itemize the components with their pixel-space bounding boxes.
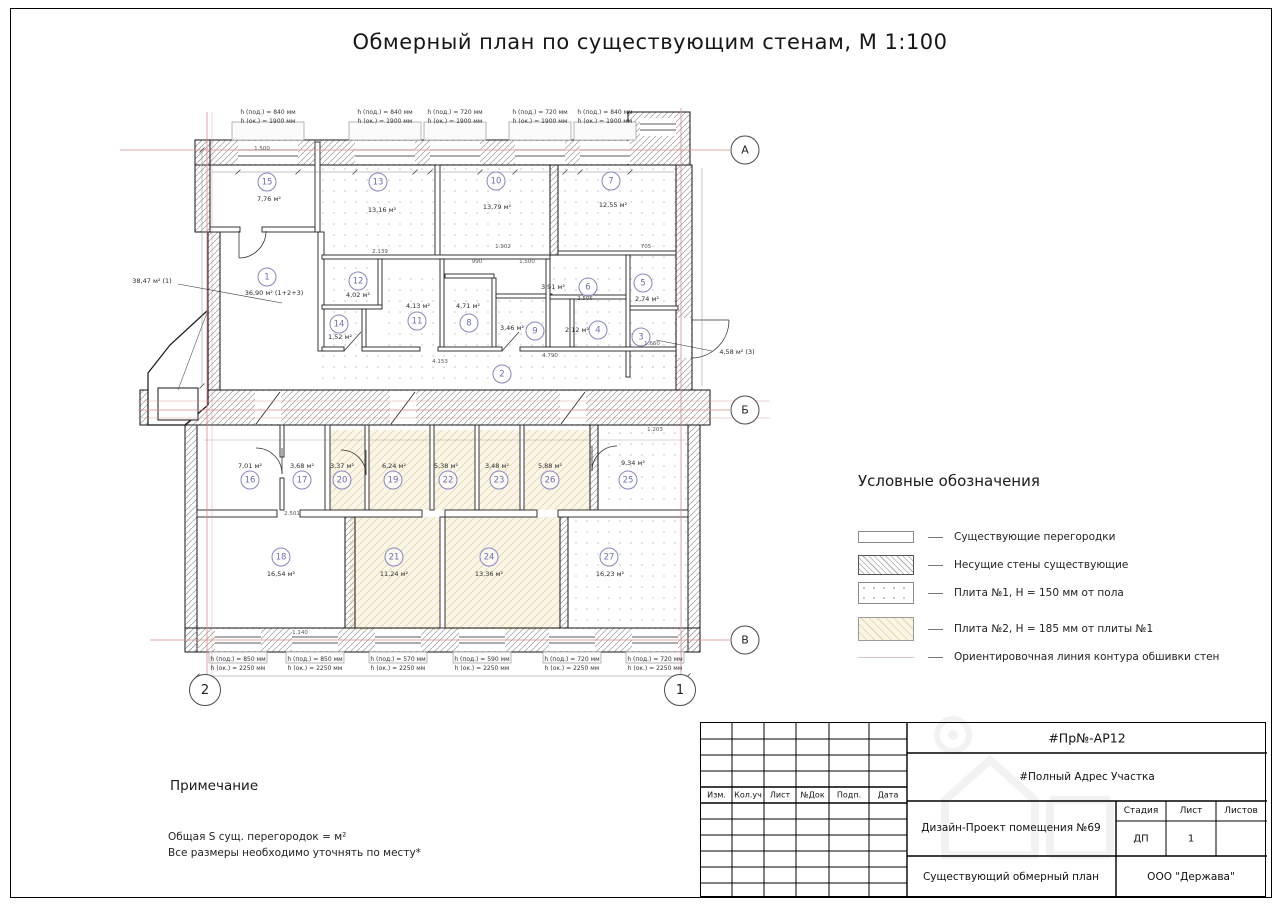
dimension-label: 1.902 xyxy=(495,244,511,250)
tb-col-header: Подп. xyxy=(836,790,862,800)
room-number-badge: 10 xyxy=(487,172,506,191)
dimension-label: 1.140 xyxy=(292,630,308,636)
tb-sheet-header: Лист xyxy=(1179,806,1203,816)
tb-col-header: Дата xyxy=(877,790,899,800)
window-height-label: h (под.) = 720 мм h (ок.) = 2250 мм xyxy=(627,656,683,673)
tb-stage-value: ДП xyxy=(1133,833,1149,845)
room-area-label: 2,12 м² xyxy=(564,326,590,334)
room-number-badge: 18 xyxy=(272,548,291,567)
window-height-label: h (под.) = 850 мм h (ок.) = 2250 мм xyxy=(210,656,266,673)
outside-area-label: 4,58 м² (3) xyxy=(719,348,755,356)
dimension-label: 1.500 xyxy=(254,146,270,152)
legend-swatch-bearing xyxy=(858,555,914,575)
tb-sheet-value: 1 xyxy=(1187,833,1195,845)
room-area-label: 2,74 м² xyxy=(634,295,660,303)
note-title: Примечание xyxy=(170,778,259,794)
dimension-label: 705 xyxy=(640,244,652,250)
tb-stage-header: Стадия xyxy=(1123,806,1159,816)
outside-area-label: 38,47 м² (1) xyxy=(132,277,172,285)
tb-company: ООО "Держава" xyxy=(1147,871,1235,883)
room-number-badge: 23 xyxy=(490,471,509,490)
room-area-label: 3,68 м² xyxy=(289,462,315,470)
room-number-badge: 26 xyxy=(541,471,560,490)
dimension-label: 1.500 xyxy=(519,259,535,265)
room-number-badge: 2 xyxy=(493,365,512,384)
tb-sheets-header: Листов xyxy=(1224,806,1258,816)
room-area-label: 4,13 м² xyxy=(405,302,431,310)
room-number-badge: 9 xyxy=(526,322,545,341)
legend-swatch-plate2 xyxy=(858,617,914,641)
legend-item xyxy=(858,531,1115,543)
room-area-label: 11,24 м² xyxy=(379,570,409,578)
room-number-badge: 11 xyxy=(408,312,427,331)
legend-item xyxy=(858,651,1219,663)
legend-item xyxy=(858,555,1128,575)
window-height-label: h (под.) = 720 мм h (ок.) = 2250 мм xyxy=(544,656,600,673)
room-number-badge: 8 xyxy=(460,314,479,333)
room-area-label: 7,01 м² xyxy=(237,462,263,470)
dimension-label: 4.153 xyxy=(432,359,448,365)
legend-item-label: Плита №1, Н = 150 мм от пола xyxy=(954,587,1124,599)
dimension-label: 1.660 xyxy=(644,341,660,347)
room-area-label: 7,76 м² xyxy=(256,195,282,203)
legend-dash xyxy=(928,629,943,630)
note-line-total-area: Общая S сущ. перегородок = м² xyxy=(168,831,347,843)
dimension-label: 4.790 xyxy=(542,353,558,359)
note-line-verify: Все размеры необходимо уточнять по месту* xyxy=(168,847,421,859)
dimension-label: 2.501 xyxy=(284,511,300,517)
legend-swatch-plate1 xyxy=(858,582,914,604)
room-number-badge: 19 xyxy=(384,471,403,490)
window-height-label: h (под.) = 840 мм h (ок.) = 1900 мм xyxy=(240,109,296,126)
room-number-badge: 3 xyxy=(632,328,651,347)
dimension-label: 2.139 xyxy=(372,249,388,255)
dimension-label: 990 xyxy=(471,259,483,265)
tb-project-name: Дизайн-Проект помещения №69 xyxy=(921,822,1101,834)
room-area-label: 4,71 м² xyxy=(455,302,481,310)
room-area-label: 36,90 м² (1+2+3) xyxy=(244,289,304,297)
axis-marker: 1 xyxy=(664,674,696,706)
legend-dash xyxy=(928,565,943,566)
legend-item-label: Плита №2, Н = 185 мм от плиты №1 xyxy=(954,623,1154,635)
room-area-label: 3,48 м² xyxy=(484,462,510,470)
room-number-badge: 12 xyxy=(349,272,368,291)
dimension-label: 1.203 xyxy=(647,427,663,433)
room-number-badge: 20 xyxy=(333,471,352,490)
tb-doc-code: #Пр№-АР12 xyxy=(1048,730,1126,746)
tb-col-header: Изм. xyxy=(707,790,726,800)
room-area-label: 1,52 м² xyxy=(327,333,353,341)
legend-dash xyxy=(928,537,943,538)
window-height-label: h (под.) = 840 мм h (ок.) = 1900 мм xyxy=(357,109,413,126)
legend-swatch-line xyxy=(858,657,914,658)
legend-title: Условные обозначения xyxy=(858,472,1040,490)
room-area-label: 16,23 м² xyxy=(595,570,625,578)
room-area-label: 9,34 м² xyxy=(620,459,646,467)
room-area-label: 4,02 м² xyxy=(345,291,371,299)
window-height-label: h (под.) = 720 мм h (ок.) = 1900 мм xyxy=(512,109,568,126)
room-area-label: 5,88 м² xyxy=(537,462,563,470)
room-number-badge: 4 xyxy=(589,321,608,340)
axis-marker: В xyxy=(731,626,760,655)
tb-col-header: Лист xyxy=(769,790,791,800)
room-number-badge: 16 xyxy=(241,471,260,490)
room-number-badge: 14 xyxy=(330,315,349,334)
axis-marker: Б xyxy=(731,396,760,425)
window-height-label: h (под.) = 840 мм h (ок.) = 1900 мм xyxy=(577,109,633,126)
room-number-badge: 25 xyxy=(619,471,638,490)
room-area-label: 5,38 м² xyxy=(433,462,459,470)
window-height-label: h (под.) = 850 мм h (ок.) = 2250 мм xyxy=(287,656,343,673)
legend-dash xyxy=(928,657,943,658)
room-area-label: 13,36 м² xyxy=(474,570,504,578)
axis-marker: А xyxy=(731,136,760,165)
room-area-label: 13,79 м² xyxy=(482,203,512,211)
room-number-badge: 7 xyxy=(602,172,621,191)
legend-swatch-partition xyxy=(858,531,914,543)
tb-col-header: Кол.уч xyxy=(734,790,762,800)
room-number-badge: 17 xyxy=(293,471,312,490)
room-number-badge: 21 xyxy=(385,548,404,567)
room-number-badge: 13 xyxy=(369,173,388,192)
room-number-badge: 1 xyxy=(258,268,277,287)
tb-address: #Полный Адрес Участка xyxy=(1019,771,1155,783)
room-number-badge: 27 xyxy=(600,548,619,567)
room-area-label: 12,55 м² xyxy=(598,201,628,209)
window-height-label: h (под.) = 590 мм h (ок.) = 2250 мм xyxy=(454,656,510,673)
room-number-badge: 22 xyxy=(439,471,458,490)
room-area-label: 13,16 м² xyxy=(367,206,397,214)
room-area-label: 16,54 м² xyxy=(266,570,296,578)
legend-item-label: Существующие перегородки xyxy=(954,531,1116,543)
room-area-label: 3,91 м² xyxy=(540,283,566,291)
window-height-label: h (под.) = 720 мм h (ок.) = 1900 мм xyxy=(427,109,483,126)
room-number-badge: 6 xyxy=(579,278,598,297)
legend-dash xyxy=(928,593,943,594)
legend-item-label: Ориентировочная линия контура обшивки стен xyxy=(954,651,1220,663)
tb-col-header: №Док xyxy=(800,790,825,800)
tb-drawing-name: Существующий обмерный план xyxy=(922,871,1100,883)
room-area-label: 6,24 м² xyxy=(381,462,407,470)
legend-item xyxy=(858,617,1153,641)
drawing-title: Обмерный план по существующим стенам, М 1:100 xyxy=(352,30,948,54)
room-area-label: 3,46 м² xyxy=(499,324,525,332)
room-number-badge: 24 xyxy=(480,548,499,567)
room-number-badge: 5 xyxy=(634,274,653,293)
room-area-label: 3,37 м² xyxy=(329,462,355,470)
axis-marker: 2 xyxy=(189,674,221,706)
room-number-badge: 15 xyxy=(258,173,277,192)
window-height-label: h (под.) = 570 мм h (ок.) = 2250 мм xyxy=(370,656,426,673)
legend-item-label: Несущие стены существующие xyxy=(954,559,1129,571)
legend-item xyxy=(858,582,1124,604)
dimension-label: 2.506 xyxy=(577,296,593,302)
